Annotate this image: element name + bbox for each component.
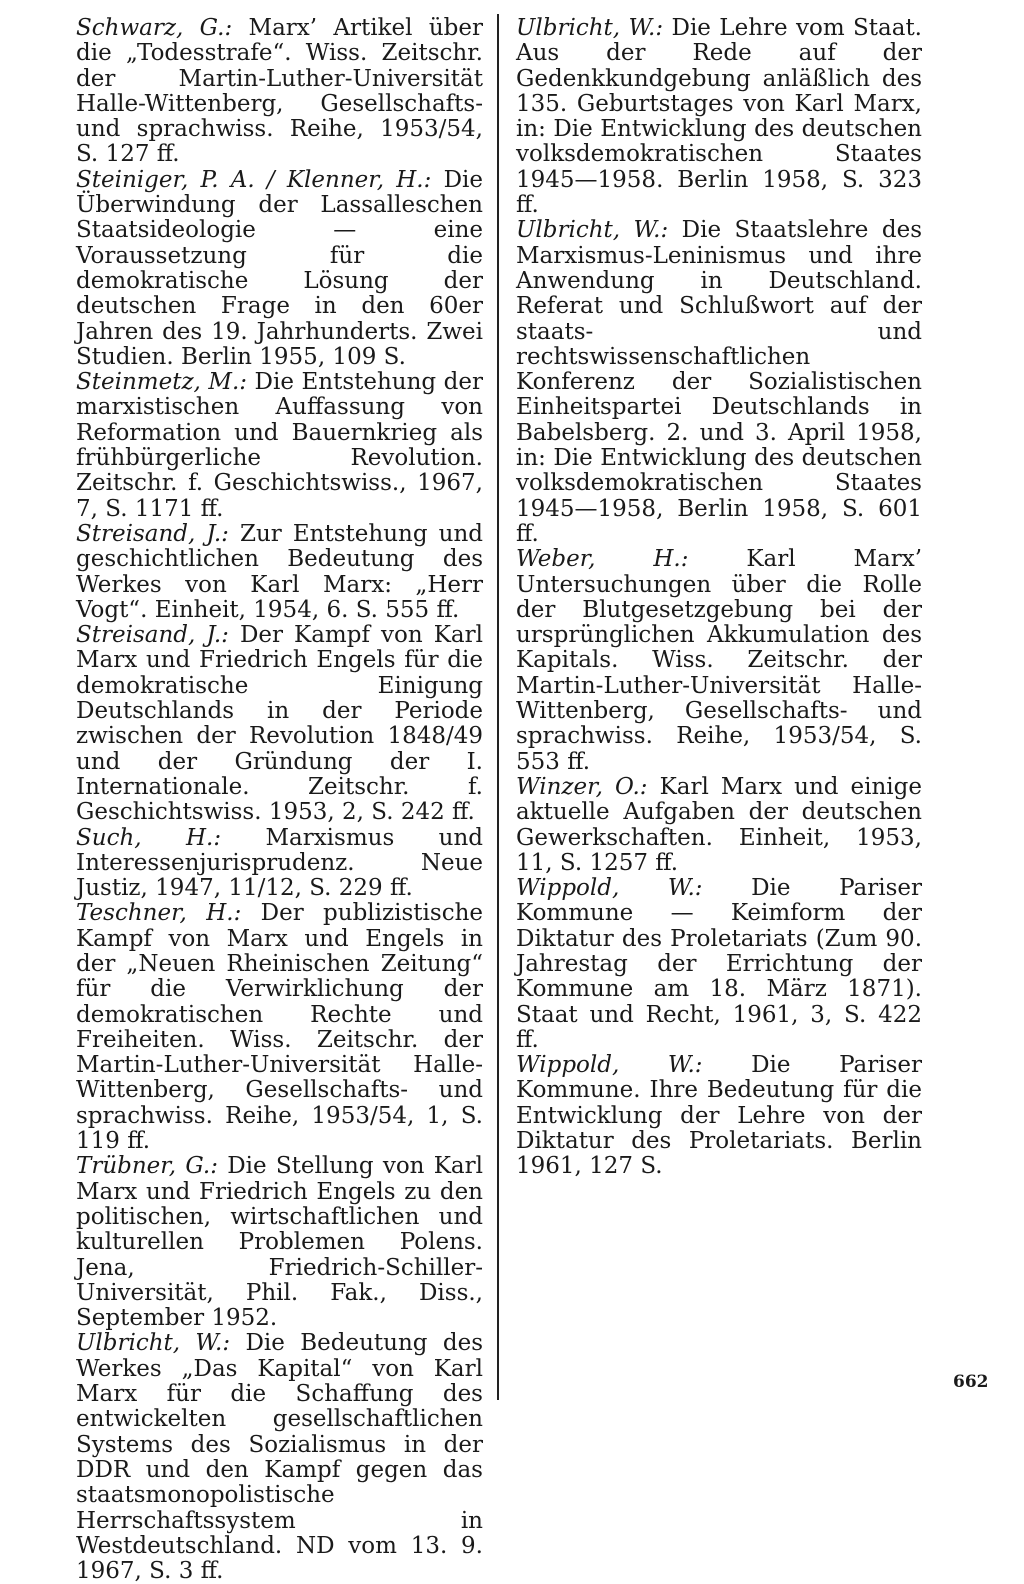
entry-author: Weber, H.: xyxy=(516,546,689,573)
entry-author: Steinmetz, M.: xyxy=(76,369,248,396)
bibliography-entry xyxy=(76,1154,483,1331)
entry-text: Die Pariser Kommune. Ihre Bedeutung für die Entwicklung der Lehre von der Diktatur des Proletariats. Berlin 1961, 127 S. xyxy=(516,1052,922,1180)
entry-author: Schwarz, G.: xyxy=(76,15,233,41)
entry-author: Ulbricht, W.: xyxy=(76,1330,231,1357)
entry-text: Die Staatslehre des Marxismus-Leninismus und ihre Anwendung in Deutschland. Referat und Schlußwort auf der staats- und rechtswissenschaftlichen Konferenz der Sozialistischen Einheitspartei Deutschlands in Babelsberg. 2. und 3. April 1958, in: Die Entwicklung des deutschen volksdemokratischen Staates 1945—1958, Berlin 1958, S. 601 ff. xyxy=(516,217,922,547)
left-column xyxy=(76,16,483,1584)
entry-author: Such, H.: xyxy=(76,824,222,851)
bibliography-entry xyxy=(76,1331,483,1584)
bibliography-entry xyxy=(516,547,922,775)
right-column xyxy=(516,16,922,1180)
entry-author: Ulbricht, W.: xyxy=(516,15,664,41)
entry-text: Die Stellung von Karl Marx und Friedrich Engels zu den politischen, wirtschaftlichen und kulturellen Problemen Polens. Jena, Friedrich-Schiller-Universität, Phil. Fak., Diss., September 1952. xyxy=(76,1153,483,1332)
entry-text: Die Entstehung der marxistischen Auffassung von Reformation und Bauernkrieg als frühbürgerliche Revolution. Zeitschr. f. Geschichtswiss., 1967, 7, S. 1171 ff. xyxy=(76,369,483,522)
bibliography-entry xyxy=(76,826,483,902)
bibliography-entry xyxy=(76,901,483,1154)
entry-author: Streisand, J.: xyxy=(76,520,229,547)
bibliography-entry xyxy=(76,370,483,522)
entry-text: Karl Marx’ Untersuchungen über die Rolle der Blutgesetzgebung bei der ursprünglichen Akkumulation des Kapitals. Wiss. Zeitschr. der Martin-Luther-Universität Halle-Wittenberg, Gesellschafts- und sprachwiss. Reihe, 1953/54, S. 553 ff. xyxy=(516,546,923,775)
entry-author: Wippold, W.: xyxy=(516,1052,703,1079)
entry-text: Die Bedeutung des Werkes „Das Kapital“ von Karl Marx für die Schaffung des entwickelten gesellschaftlichen Systems des Sozialismus in der DDR und den Kampf gegen das staatsmonopolistische Herrschaftssystem in Westdeutschland. ND vom 13. 9. 1967, S. 3 ff. xyxy=(76,1330,484,1584)
entry-text: Die Lehre vom Staat. Aus der Rede auf der Gedenkkundgebung anläßlich des 135. Geburtstages von Karl Marx, in: Die Entwicklung des deutschen volksdemokratischen Staates 1945—1958. Berlin 1958, S. 323 ff. xyxy=(516,15,922,219)
entry-author: Teschner, H.: xyxy=(76,900,242,927)
entry-text: Die Überwindung der Lassalleschen Staatsideologie — eine Voraussetzung für die demokratische Lösung der deutschen Frage in den 60er Jahren des 19. Jahrhunderts. Zwei Studien. Berlin 1955, 109 S. xyxy=(76,166,484,370)
entry-text: Marxismus und Interessenjurisprudenz. Neue Justiz, 1947, 11/12, S. 229 ff. xyxy=(76,824,483,902)
bibliography-entry xyxy=(76,522,483,623)
entry-text: Die Pariser Kommune — Keimform der Diktatur des Proletariats (Zum 90. Jahrestag der Errichtung der Kommune am 18. März 1871). Staat und Recht, 1961, 3, S. 422 ff. xyxy=(516,875,922,1053)
bibliography-entry xyxy=(76,16,483,168)
entry-text: Zur Entstehung und geschichtlichen Bedeutung des Werkes von Karl Marx: „Herr Vogt“. Einheit, 1954, 6. S. 555 ff. xyxy=(76,520,483,623)
entry-author: Streisand, J.: xyxy=(76,622,229,649)
bibliography-entry xyxy=(516,775,922,876)
entry-text: Der publizistische Kampf von Marx und Engels in der „Neuen Rheinischen Zeitung“ für die Verwirklichung der demokratischen Rechte und Freiheiten. Wiss. Zeitschr. der Martin-Luther-Universität Halle-Wittenberg, Gesellschafts- und sprachwiss. Reihe, 1953/54, 1, S. 119 ff. xyxy=(76,900,484,1155)
entry-author: Wippold, W.: xyxy=(516,875,703,902)
bibliography-entry xyxy=(516,876,922,1053)
column-divider xyxy=(497,14,499,1400)
bibliography-entry xyxy=(516,218,922,547)
page-number: 662 xyxy=(953,1372,989,1392)
bibliography-entry xyxy=(76,168,483,370)
bibliography-entry xyxy=(76,623,483,825)
entry-text: Marx’ Artikel über die „Todesstrafe“. Wiss. Zeitschr. der Martin-Luther-Universität Halle-Wittenberg, Gesellschafts- und sprachwiss. Reihe, 1953/54, S. 127 ff. xyxy=(76,15,483,168)
entry-text: Der Kampf von Karl Marx und Friedrich Engels für die demokratische Einigung Deutschlands in der Periode zwischen der Revolution 1848/49 und der Gründung der I. Internationale. Zeitschr. f. Geschichtswiss. 1953, 2, S. 242 ff. xyxy=(76,622,483,826)
entry-author: Winzer, O.: xyxy=(516,773,648,800)
bibliography-entry xyxy=(516,16,922,218)
entry-author: Trübner, G.: xyxy=(76,1153,218,1180)
entry-author: Steiniger, P. A. / Klenner, H.: xyxy=(76,166,432,193)
bibliography-entry xyxy=(516,1053,922,1179)
entry-author: Ulbricht, W.: xyxy=(516,217,669,244)
entry-text: Karl Marx und einige aktuelle Aufgaben der deutschen Gewerkschaften. Einheit, 1953, 11, S. 1257 ff. xyxy=(516,773,922,876)
